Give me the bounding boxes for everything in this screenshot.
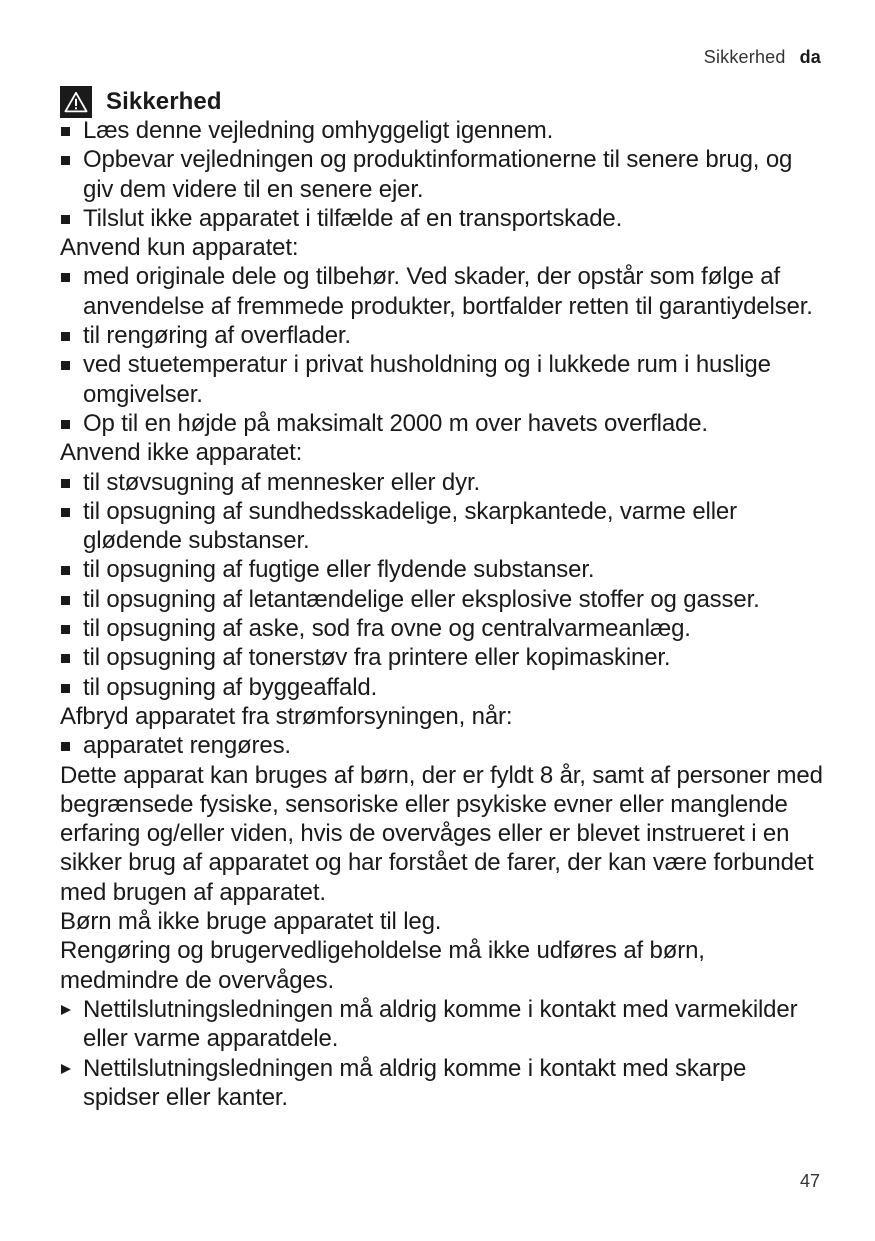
list-item: med originale dele og tilbehør. Ved skader, der opstår som følge af anvendelse af fremmede produkter, bortfalder retten til garantiydelser. xyxy=(60,262,825,321)
list-item: ved stuetemperatur i privat husholdning og i lukkede rum i huslige omgivelser. xyxy=(60,350,825,409)
list-item: til opsugning af byggeaffald. xyxy=(60,673,825,702)
list-item: til støvsugning af mennesker eller dyr. xyxy=(60,468,825,497)
instruction-step: Nettilslutningsledningen må aldrig komme i kontakt med varmekilder eller varme apparatdele. xyxy=(60,995,825,1054)
intro-list xyxy=(60,116,825,233)
section-heading xyxy=(60,84,825,120)
cord-instructions xyxy=(60,995,825,1112)
list-item: til opsugning af tonerstøv fra printere eller kopimaskiner. xyxy=(60,643,825,672)
running-header xyxy=(704,47,821,68)
instruction-step: Nettilslutningsledningen må aldrig komme i kontakt med skarpe spidser eller kanter. xyxy=(60,1054,825,1113)
list-item: til opsugning af letantændelige eller eksplosive stoffer og gasser. xyxy=(60,585,825,614)
list-item: til opsugning af aske, sod fra ovne og centralvarmeanlæg. xyxy=(60,614,825,643)
disconnect-heading: Afbryd apparatet fra strømforsyningen, når: xyxy=(60,702,513,730)
disconnect-list xyxy=(60,731,825,760)
dont-use-list xyxy=(60,468,825,702)
page-title: Sikkerhed xyxy=(106,88,222,115)
list-item: apparatet rengøres. xyxy=(60,731,825,760)
play-paragraph: Børn må ikke bruge apparatet til leg. xyxy=(60,908,442,936)
page-number: 47 xyxy=(799,1171,820,1191)
list-item: til rengøring af overflader. xyxy=(60,321,825,350)
safety-text xyxy=(60,116,825,1112)
use-list xyxy=(60,262,825,438)
dont-use-heading: Anvend ikke apparatet: xyxy=(60,439,303,467)
cleaning-paragraph: Rengøring og brugervedligeholdelse må ikke udføres af børn, medmindre de overvåges. xyxy=(60,937,705,994)
list-item: Læs denne vejledning omhyggeligt igennem. xyxy=(60,116,825,145)
list-item: til opsugning af sundhedsskadelige, skarpkantede, varme eller glødende substanser. xyxy=(60,497,825,556)
use-heading: Anvend kun apparatet: xyxy=(60,234,299,262)
header-language: da xyxy=(799,47,821,67)
list-item: Op til en højde på maksimalt 2000 m over havets overflade. xyxy=(60,409,825,438)
list-item: Opbevar vejledningen og produktinformationerne til senere brug, og giv dem videre til en senere ejer. xyxy=(60,145,825,204)
safety-section xyxy=(60,84,825,1112)
children-paragraph: Dette apparat kan bruges af børn, der er fyldt 8 år, samt af personer med begrænsede fysiske, sensoriske eller psykiske evner eller manglende erfaring og/eller viden, hvis de overvåges eller er blevet instrueret i en sikker brug af apparatet og har forstået de farer, der kan være forbundet med brugen af apparatet. xyxy=(60,761,823,906)
header-section: Sikkerhed xyxy=(703,47,786,67)
list-item: til opsugning af fugtige eller flydende substanser. xyxy=(60,555,825,584)
warning-icon xyxy=(60,86,92,118)
list-item: Tilslut ikke apparatet i tilfælde af en transportskade. xyxy=(60,204,825,233)
